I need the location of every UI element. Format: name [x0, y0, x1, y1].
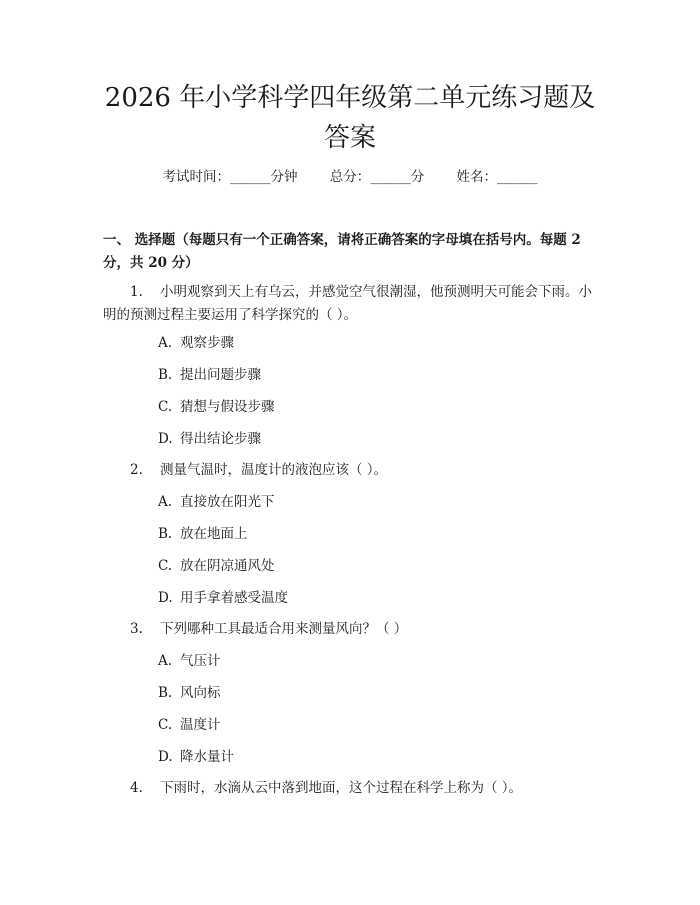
option-text: 直接放在阳光下	[180, 494, 275, 510]
option-text: 放在地面上	[180, 526, 248, 542]
option-letter: D.	[158, 590, 173, 606]
option-letter: D.	[158, 749, 173, 765]
question-number: 3.	[130, 621, 143, 637]
page-title: 2026 年小学科学四年级第二单元练习题及答案	[104, 83, 596, 153]
option-2b	[158, 524, 248, 544]
option-text: 放在阴凉通风处	[180, 558, 275, 574]
option-letter: A.	[158, 335, 173, 351]
option-letter: D.	[158, 431, 173, 447]
option-1a	[158, 333, 234, 353]
question-text: 下列哪种工具最适合用来测量风向？（ ）	[160, 621, 408, 637]
question-1	[103, 281, 600, 327]
question-number: 4.	[130, 780, 143, 796]
option-3c	[158, 715, 221, 735]
option-text: 猜想与假设步骤	[180, 399, 275, 415]
question-text: 测量气温时，温度计的液泡应该（ ）。	[160, 462, 388, 478]
option-text: 温度计	[180, 717, 221, 733]
option-letter: C.	[158, 717, 173, 733]
option-text: 降水量计	[180, 749, 234, 765]
question-text: 小明观察到天上有乌云，并感觉空气很潮湿，他预测明天可能会下雨。小明的预测过程主要运用了科学探究的（ ）。	[103, 284, 592, 323]
option-1c	[158, 397, 275, 417]
option-letter: B.	[158, 685, 173, 701]
option-text: 得出结论步骤	[180, 431, 261, 447]
option-1d	[158, 429, 261, 449]
option-letter: B.	[158, 367, 173, 383]
option-letter: B.	[158, 526, 173, 542]
option-text: 用手拿着感受温度	[180, 590, 288, 606]
option-2a	[158, 492, 275, 512]
exam-time-field: 考试时间：______分钟	[162, 169, 298, 185]
option-letter: A.	[158, 653, 173, 669]
option-letter: C.	[158, 558, 173, 574]
option-letter: A.	[158, 494, 173, 510]
option-2c	[158, 556, 275, 576]
exam-meta-line	[0, 168, 700, 186]
option-3d	[158, 747, 234, 767]
option-text: 风向标	[180, 685, 221, 701]
section-heading: 一、 选择题（每题只有一个正确答案，请将正确答案的字母填在括号内。每题 2 分，共 20 分）	[103, 232, 581, 271]
option-text: 提出问题步骤	[180, 367, 261, 383]
question-2	[103, 459, 600, 482]
option-3b	[158, 683, 221, 703]
option-2d	[158, 588, 288, 608]
total-score-field: 总分：______分	[329, 169, 425, 185]
option-3a	[158, 651, 221, 671]
option-1b	[158, 365, 261, 385]
question-4	[103, 777, 600, 800]
option-text: 观察步骤	[180, 335, 234, 351]
question-number: 2.	[130, 462, 143, 478]
question-text: 下雨时，水滴从云中落到地面，这个过程在科学上称为（ ）。	[160, 780, 523, 796]
option-letter: C.	[158, 399, 173, 415]
question-number: 1.	[130, 284, 143, 300]
question-3	[103, 618, 600, 641]
option-text: 气压计	[180, 653, 221, 669]
student-name-field: 姓名：______	[456, 169, 538, 185]
